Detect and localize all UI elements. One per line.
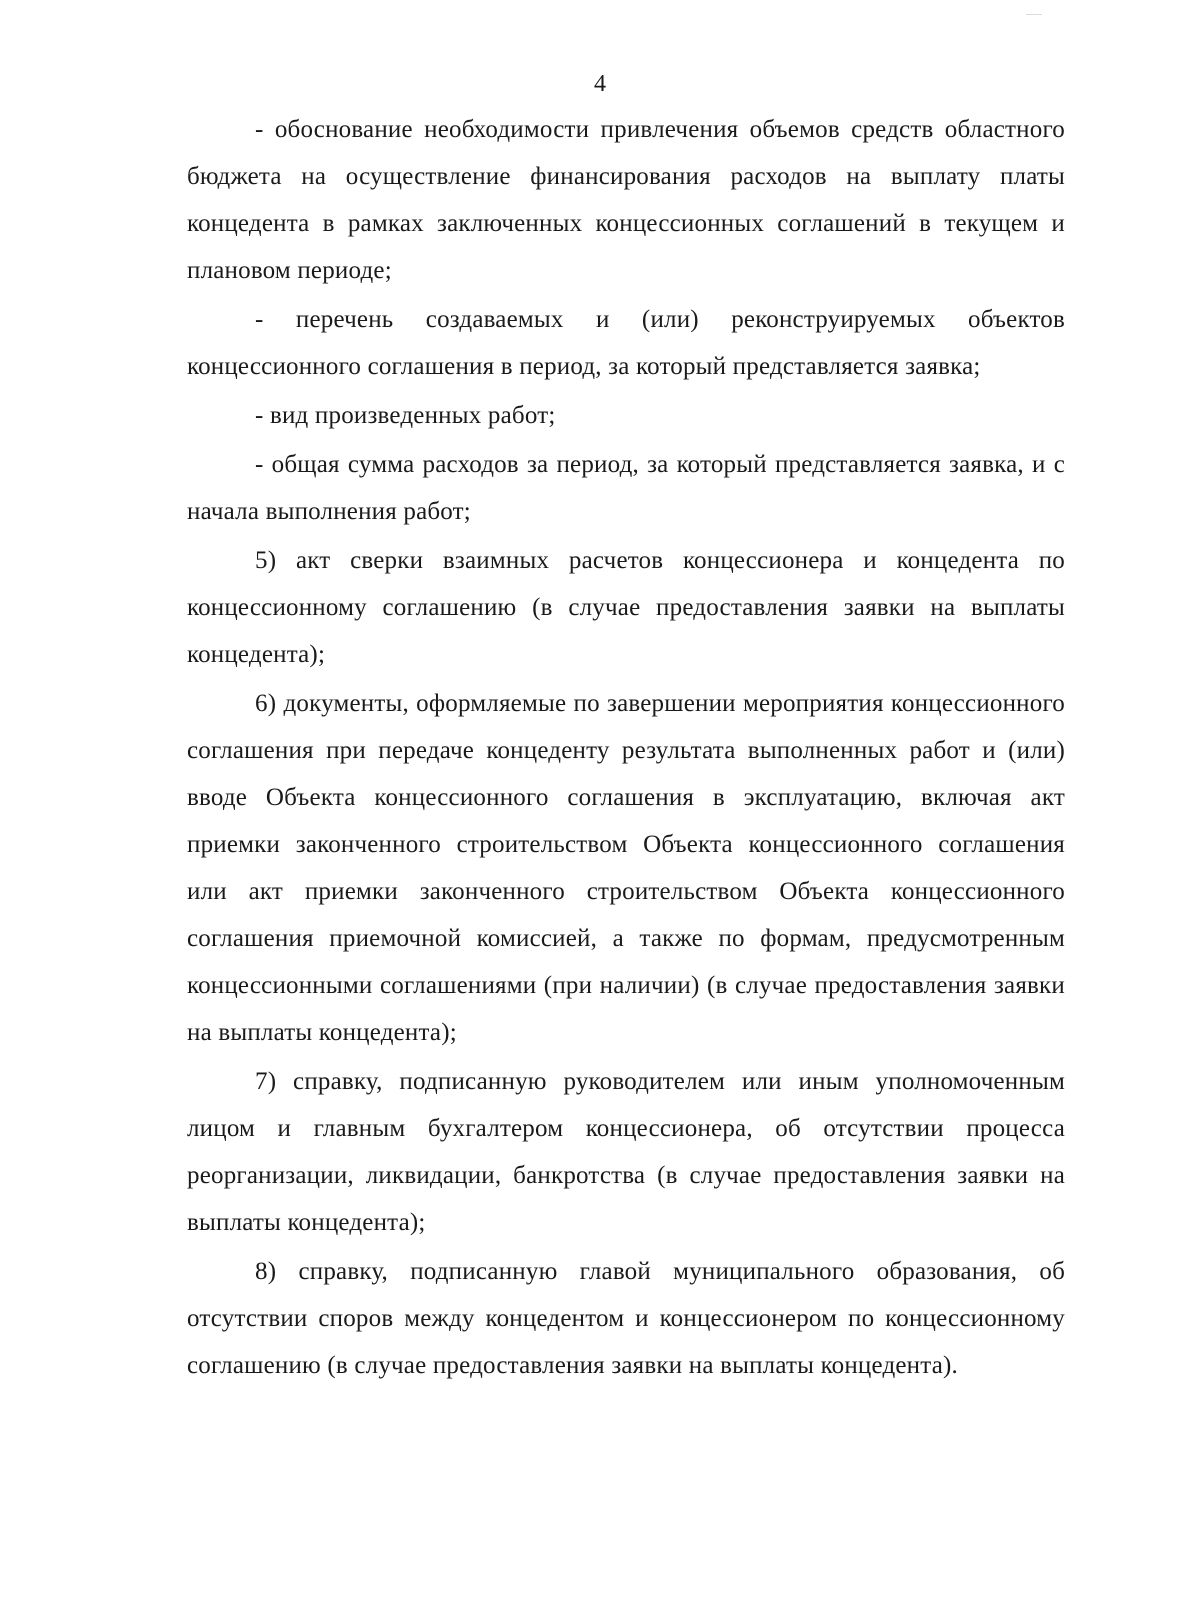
document-body [187,106,1065,1389]
paragraph-item-6: 6) документы, оформляемые по завершении мероприятия концессионного соглашения при передаче концеденту результата выполненных работ и (или) вводе Объекта концессионного соглашения в эксплуатацию, включая акт приемки законченного строительством Объекта концессионного соглашения или акт приемки законченного строительством Объекта концессионного соглашения приемочной комиссией, а также по формам, предусмотренным концессионными соглашениями (при наличии) (в случае предоставления заявки на выплаты концедента); [187,690,1065,1046]
paragraph-list-of-objects: - перечень создаваемых и (или) реконструируемых объектов концессионного соглашения в период, за который представляется заявка; [187,306,1065,380]
paragraph-item-8: 8) справку, подписанную главой муниципального образования, об отсутствии споров между концедентом и концессионером по концессионному соглашению (в случае предоставления заявки на выплаты концедента). [187,1258,1065,1379]
scan-mark [1026,14,1042,15]
paragraph-type-of-works: - вид произведенных работ; [255,402,556,429]
paragraph-total-expenses: - общая сумма расходов за период, за который представляется заявка, и с начала выполнения работ; [187,451,1065,525]
page-number: 4 [594,71,606,97]
paragraph-item-7: 7) справку, подписанную руководителем или иным уполномоченным лицом и главным бухгалтером концессионера, об отсутствии процесса реорганизации, ликвидации, банкротства (в случае предоставления заявки на выплаты концедента); [187,1068,1065,1236]
paragraph-item-5: 5) акт сверки взаимных расчетов концессионера и концедента по концессионному соглашению (в случае предоставления заявки на выплаты концедента); [187,547,1065,668]
paragraph-justification-of-funds: - обоснование необходимости привлечения объемов средств областного бюджета на осуществление финансирования расходов на выплату платы концедента в рамках заключенных концессионных соглашений в текущем и плановом периоде; [187,116,1065,284]
